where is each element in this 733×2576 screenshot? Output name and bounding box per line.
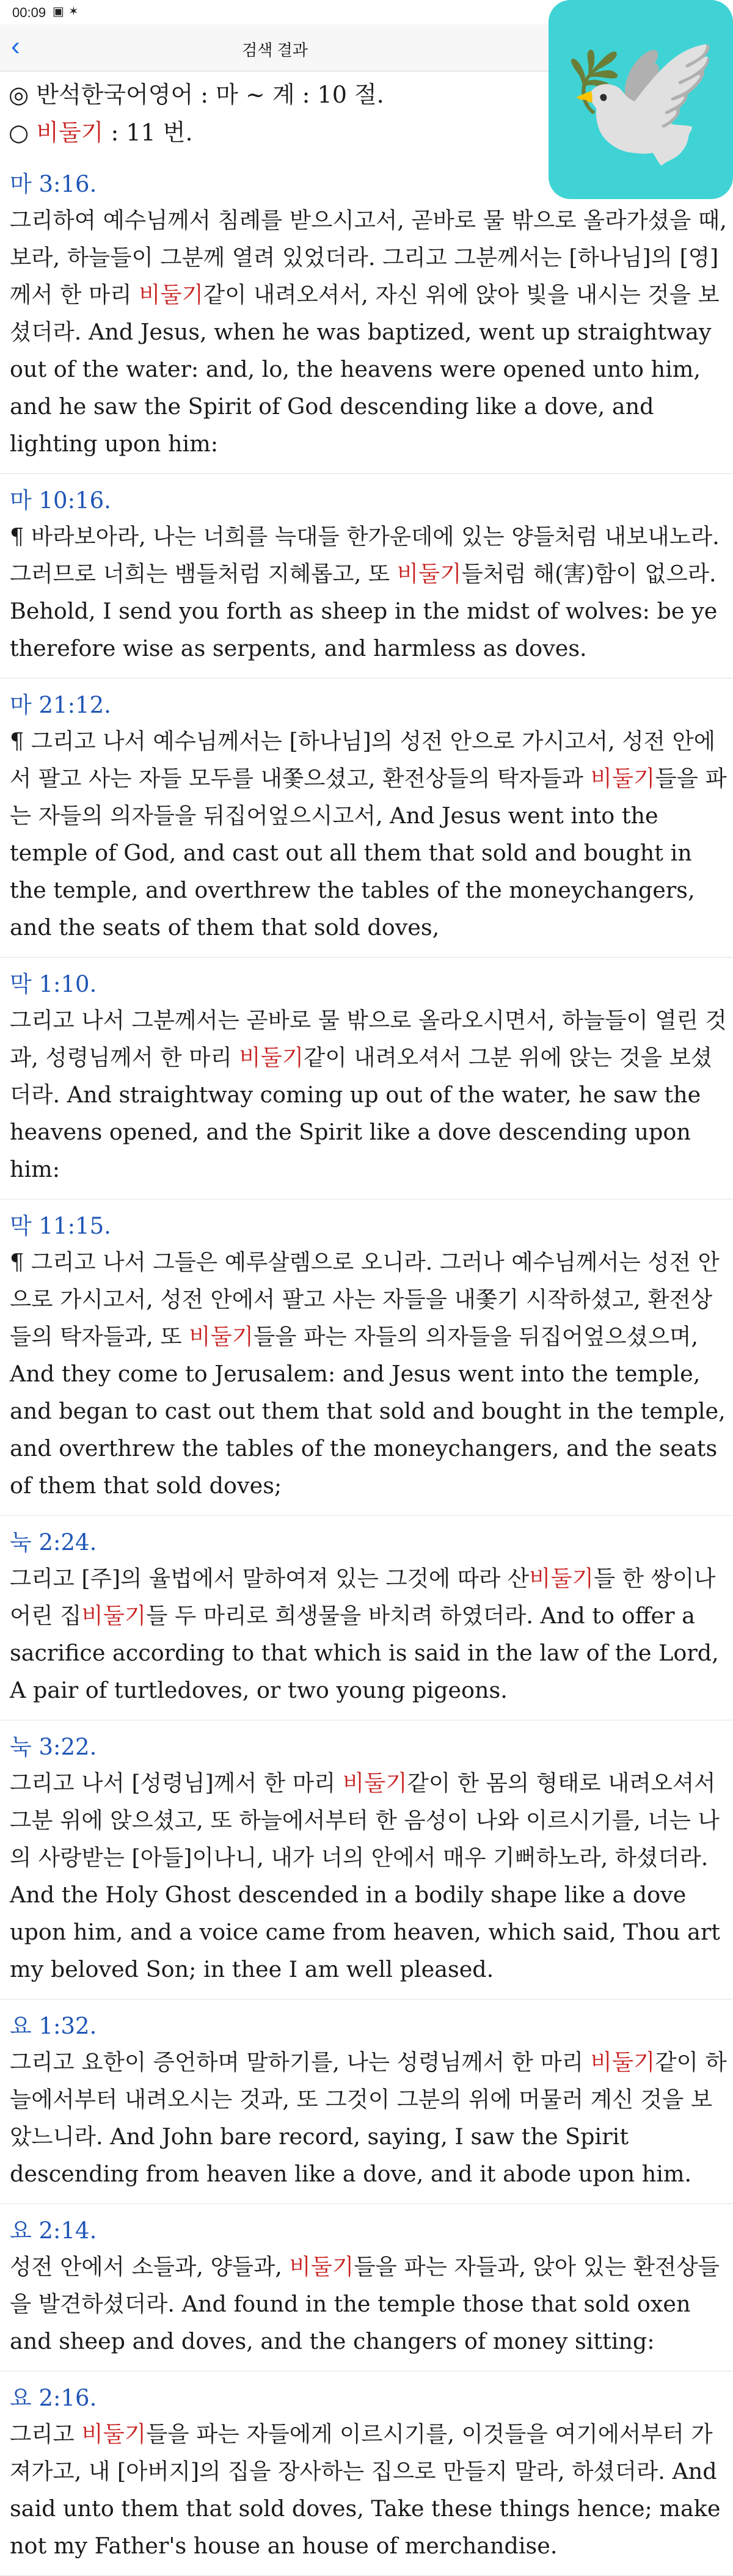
highlighted-term: 비둘기	[81, 1603, 147, 1629]
status-time: 00:09	[12, 5, 46, 20]
highlighted-term: 비둘기	[396, 561, 462, 587]
result-item[interactable]	[0, 1516, 733, 1720]
verse-text: 그리고 나서 [성령님]께서 한 마리 비둘기같이 한 몸의 형태로 내려오셔서 그분 위에 앉으셨고, 또 하늘에서부터 한 음성이 나와 이르시기를, 너는 나의 사랑받는 [아들]이나니, 내가 너의 안에서 매우 기뻐하노라, 하셨더라. And the Holy Ghost descended in a bodily shape like a dove upon him, and a voice came from heaven, which said, Thou art my beloved Son; in thee I am well pleased.	[10, 1770, 720, 1982]
dove-icon	[549, 0, 733, 199]
highlighted-term: 비둘기	[289, 2254, 354, 2280]
verse-reference-link[interactable]: 막 11:15.	[10, 1213, 111, 1239]
result-item[interactable]	[0, 1999, 733, 2204]
verse-text: ¶ 그리고 나서 그들은 예루살렘으로 오니라. 그러나 예수님께서는 성전 안으로 가시고서, 성전 안에서 팔고 사는 자들을 내쫓기 시작하셨고, 환전상들의 탁자들과, 또 비둘기들을 파는 자들의 의자들을 뒤집어엎으셨으며, And they come to Jerusalem: and Jesus went into the temple, and began to cast out them that sold and bought in the temple, and overthrew the tables of the moneychangers, and the seats of them that sold doves;	[10, 1249, 726, 1499]
term-count: : 11 번.	[103, 119, 193, 146]
result-item[interactable]	[0, 1199, 733, 1516]
verse-text: 그리고 나서 그분께서는 곧바로 물 밖으로 올라오시면서, 하늘들이 열린 것과, 성령님께서 한 마리 비둘기같이 내려오셔서 그분 위에 앉는 것을 보셨더라. And straightway coming up out of the water, he saw the heavens opened, and the Spirit like a dove descending upon him:	[10, 1007, 727, 1182]
result-item[interactable]	[0, 2204, 733, 2371]
verse-text: 그리고 비둘기들을 파는 자들에게 이르시기를, 이것들을 여기에서부터 가져가고, 내 [아버지]의 집을 장사하는 집으로 만들지 말라, 하셨더라. And said unto them that sold doves, Take these things hence; make not my Father's house an house of merchandise.	[10, 2421, 721, 2559]
notification-icon: ▣	[53, 5, 64, 18]
chevron-left-icon: ‹	[11, 31, 20, 61]
search-term-line	[9, 114, 558, 151]
verse-reference-link[interactable]: 눅 2:24.	[10, 1529, 97, 1555]
term-prefix: ○	[9, 119, 37, 146]
verse-text: ¶ 그리고 나서 예수님께서는 [하나님]의 성전 안으로 가시고서, 성전 안에서 팔고 사는 자들 모두를 내쫓으셨고, 환전상들의 탁자들과 비둘기들을 파는 자들의 의자들을 뒤집어엎으시고서, And Jesus went into the temple of God, and cast out all them that sold and bought in the temple, and overthrew the tables of the moneychangers, and the seats of them that sold doves,	[10, 728, 727, 941]
highlighted-term: 비둘기	[239, 1044, 304, 1071]
highlighted-term: 비둘기	[81, 2421, 147, 2447]
highlighted-term: 비둘기	[529, 1565, 594, 1592]
verse-text: 그리고 [주]의 율법에서 말하여져 있는 그것에 따라 산비둘기들 한 쌍이나 어린 집비둘기들 두 마리로 희생물을 바치려 하였더라. And to offer a sacrifice according to that which is said in the law of the Lord, A pair of turtledoves, or two young pigeons.	[10, 1565, 719, 1703]
verse-reference-link[interactable]: 마 3:16.	[10, 171, 97, 197]
bluetooth-icon: ✶	[68, 5, 79, 18]
search-term: 비둘기	[36, 119, 104, 146]
verse-reference-link[interactable]: 마 21:12.	[10, 692, 111, 718]
verse-text: 성전 안에서 소들과, 양들과, 비둘기들을 파는 자들과, 앉아 있는 환전상들을 발견하셨더라. And found in the temple those that sold oxen and sheep and doves, and the changers of money sitting:	[10, 2254, 720, 2354]
verse-reference-link[interactable]: 요 2:16.	[10, 2385, 97, 2411]
result-item[interactable]	[0, 679, 733, 958]
highlighted-term: 비둘기	[342, 1770, 407, 1796]
verse-reference-link[interactable]: 요 1:32.	[10, 2013, 97, 2039]
verse-reference-link[interactable]: 눅 3:22.	[10, 1734, 97, 1760]
result-item[interactable]	[0, 1720, 733, 1999]
verse-text: 그리고 요한이 증언하며 말하기를, 나는 성령님께서 한 마리 비둘기같이 하늘에서부터 내려오시는 것과, 또 그것이 그분의 위에 머물러 계신 것을 보았느니라. And John bare record, saying, I saw the Spirit descending from heaven like a dove, and it abode upon him.	[10, 2049, 727, 2187]
verse-reference-link[interactable]: 마 10:16.	[10, 487, 111, 514]
result-item[interactable]	[0, 958, 733, 1199]
verse-text: 그리하여 예수님께서 침례를 받으시고서, 곧바로 물 밖으로 올라가셨을 때, 보라, 하늘들이 그분께 열려 있었더라. 그리고 그분께서는 [하나님]의 [영]께서 한 마리 비둘기같이 내려오셔서, 자신 위에 앉아 빛을 내시는 것을 보셨더라. And Jesus, when he was baptized, went up straightway out of the water: and, lo, the heavens were opened unto him, and he saw the Spirit of God descending like a dove, and lighting upon him:	[10, 207, 727, 457]
highlighted-term: 비둘기	[139, 282, 203, 308]
verse-text: ¶ 바라보아라, 나는 너희를 늑대들 한가운데에 있는 양들처럼 내보내노라. 그러므로 너희는 뱀들처럼 지혜롭고, 또 비둘기들처럼 해(害)함이 없으라. Behold, I send you forth as sheep in the midst of wolves: be ye therefore wise as serpents, and harmless as doves.	[10, 523, 720, 661]
highlighted-term: 비둘기	[590, 2049, 655, 2075]
result-item[interactable]	[0, 158, 733, 474]
highlighted-term: 비둘기	[189, 1323, 254, 1350]
result-item[interactable]	[0, 474, 733, 679]
highlighted-term: 비둘기	[590, 765, 655, 791]
result-item[interactable]	[0, 2371, 733, 2576]
app-icon-glyph: 🕊️	[561, 24, 721, 174]
verse-reference-link[interactable]: 요 2:14.	[10, 2218, 97, 2244]
verse-reference-link[interactable]: 막 1:10.	[10, 971, 97, 997]
page-title: 검색 결과	[242, 41, 308, 59]
search-summary	[9, 76, 558, 151]
search-scope-line: ◎ 반석한국어영어 : 마 ~ 계 : 10 절.	[9, 81, 384, 108]
results-list	[0, 158, 733, 2576]
